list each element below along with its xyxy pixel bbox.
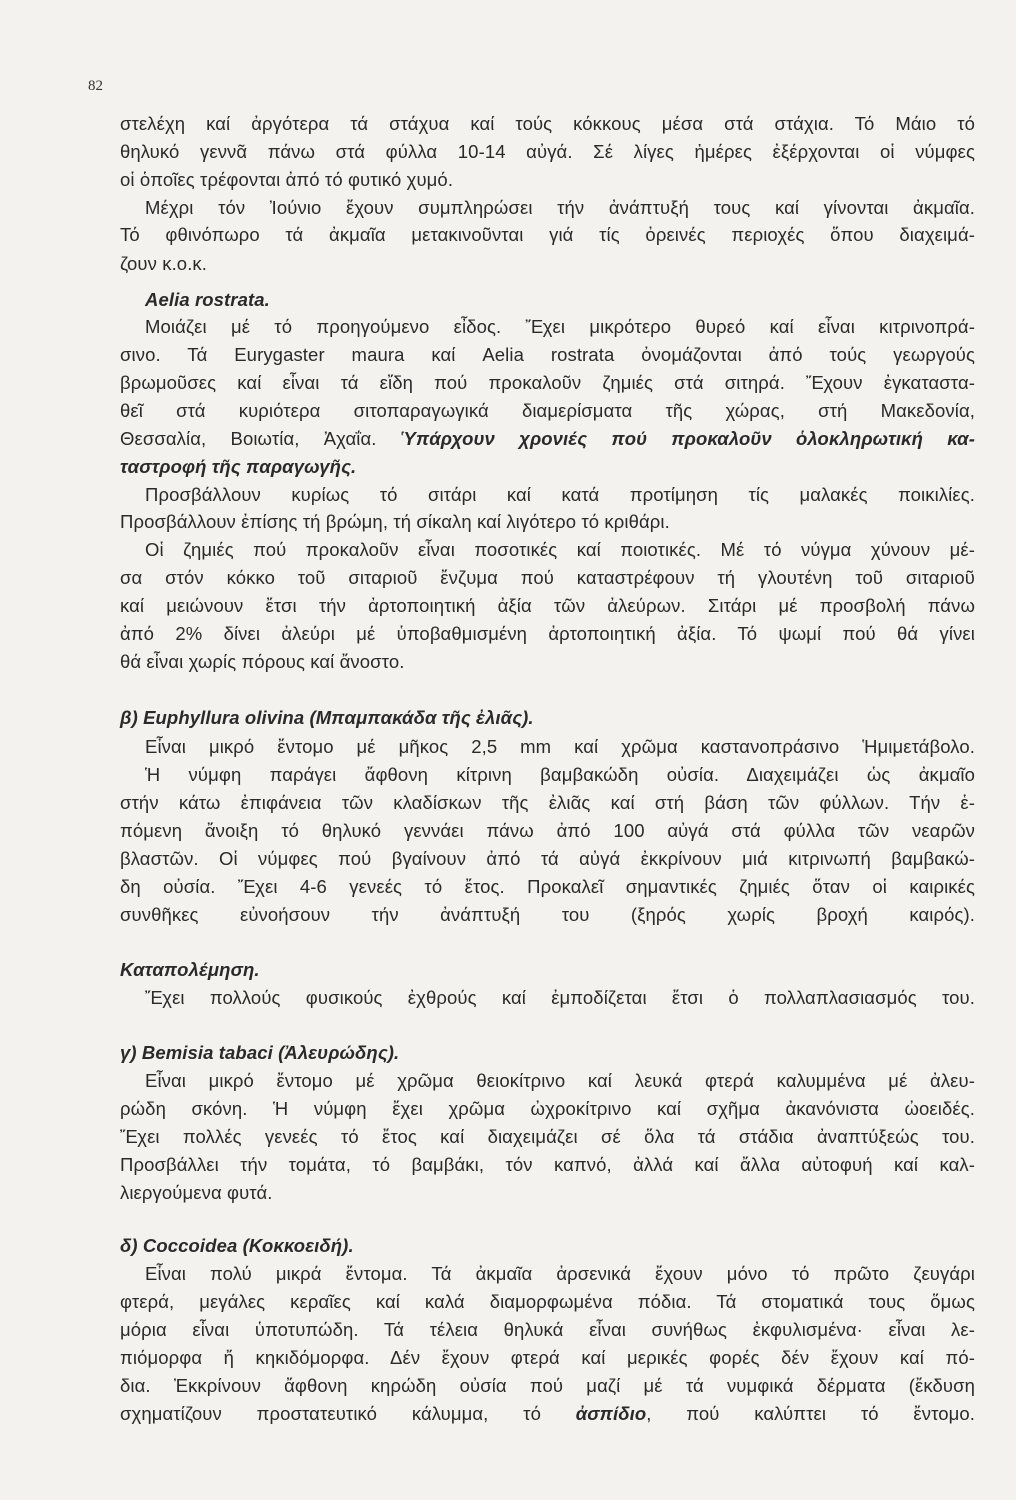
text-segment: ρώδη σκόνη. Ἡ νύμφη ἔχει χρῶμα ὠχροκίτρινο καί σχῆμα ἀκανόνιστα ὠοειδές.	[120, 1098, 975, 1119]
text-segment: Θεσσαλία, Βοιωτία, Ἀχαΐα.	[120, 428, 401, 449]
text-line	[120, 1402, 975, 1426]
text-line	[120, 510, 975, 534]
text-segment: Μοιάζει μέ τό προηγούμενο εἶδος. Ἔχει μικρότερο θυρεό καί εἶναι κιτρινοπρά-	[145, 316, 975, 337]
text-line	[120, 427, 975, 451]
text-line	[145, 1069, 975, 1093]
text-line	[120, 455, 975, 479]
text-segment: λιεργούμενα φυτά.	[120, 1182, 273, 1203]
text-line	[120, 1290, 975, 1314]
text-segment: , πού καλύπτει τό ἔντομο.	[646, 1403, 975, 1424]
emphasized-text: Ὑπάρχουν χρονιές πού προκαλοῦν ὁλοκληρωτική κα-	[400, 428, 975, 449]
text-segment: δια. Ἐκκρίνουν ἄφθονη κηρώδη οὐσία πού μαζί μέ τά νυμφικά δέρματα (ἔκδυση	[120, 1375, 975, 1396]
text-segment: δη οὐσία. Ἔχει 4-6 γενεές τό ἔτος. Προκαλεῖ σημαντικές ζημιές ὅταν οἱ καιρικές	[120, 876, 975, 897]
text-segment: ζουν κ.ο.κ.	[120, 253, 208, 274]
text-segment: σχηματίζουν προστατευτικό κάλυμμα, τό	[120, 1403, 576, 1424]
text-line	[145, 196, 975, 220]
text-line	[120, 1346, 975, 1370]
text-segment: θά εἶναι χωρίς πόρους καί ἄνοστο.	[120, 651, 405, 672]
emphasized-text: ἀσπίδιο	[575, 1403, 647, 1424]
text-segment: οἱ ὁποῖες τρέφονται ἀπό τό φυτικό χυμό.	[120, 169, 454, 190]
section-heading	[120, 1041, 975, 1065]
text-segment: στελέχη καί ἀργότερα τά στάχυα καί τούς κόκκους μέσα στά στάχια. Τό Μάιο τό	[120, 113, 975, 134]
text-segment: θεῖ στά κυριότερα σιτοπαραγωγικά διαμερίσματα τῆς χώρας, στή Μακεδονία,	[120, 400, 975, 421]
text-line	[120, 791, 975, 815]
text-segment: Ἡ νύμφη παράγει ἄφθονη κίτρινη βαμβακώδη οὐσία. Διαχειμάζει ὡς ἀκμαῖο	[145, 764, 975, 785]
text-line	[120, 1097, 975, 1121]
text-segment: Προσβάλλει τήν τομάτα, τό βαμβάκι, τόν καπνό, ἀλλά καί ἄλλα αὐτοφυή καί καλ-	[120, 1154, 975, 1175]
text-segment: καί μειώνουν ἔτσι τήν ἀρτοποιητική ἀξία τῶν ἀλεύρων. Σιτάρι μέ προσβολή πάνω	[120, 595, 975, 616]
section-heading	[120, 1234, 975, 1258]
text-line	[120, 371, 975, 395]
text-segment: Εἶναι πολύ μικρά ἔντομα. Τά ἀκμαῖα ἀρσενικά ἔχουν μόνο τό πρῶτο ζευγάρι	[145, 1263, 975, 1284]
text-segment: Οἱ ζημιές πού προκαλοῦν εἶναι ποσοτικές καί ποιοτικές. Μέ τό νύγμα χύνουν μέ-	[145, 539, 975, 560]
text-segment: φτερά, μεγάλες κεραῖες καί καλά διαμορφωμένα πόδια. Τά στοματικά τους ὅμως	[120, 1291, 975, 1312]
text-line	[120, 875, 975, 899]
text-line	[145, 483, 975, 507]
text-line	[120, 112, 975, 136]
text-segment: σα στόν κόκκο τοῦ σιταριοῦ ἔνζυμα πού καταστρέφουν τή γλουτένη τοῦ σιταριοῦ	[120, 567, 975, 588]
text-segment: Προσβάλλουν κυρίως τό σιτάρι καί κατά προτίμηση τίς μαλακές ποικιλίες.	[145, 484, 975, 505]
text-segment: βλαστῶν. Οἱ νύμφες πού βγαίνουν ἀπό τά αὐγά ἐκκρίνουν μιά κιτρινωπή βαμβακώ-	[120, 848, 975, 869]
text-segment: Aelia rostrata.	[145, 289, 270, 310]
text-line	[120, 223, 975, 247]
text-line	[120, 252, 975, 276]
text-line	[120, 140, 975, 164]
text-line	[120, 399, 975, 423]
text-line	[120, 819, 975, 843]
text-segment: Ἔχει πολλές γενεές τό ἔτος καί διαχειμάζει σέ ὅλα τά στάδια ἀναπτύξεώς του.	[120, 1126, 975, 1147]
text-line	[120, 847, 975, 871]
text-line	[120, 168, 975, 192]
text-segment: συνθῆκες εὐνοήσουν τήν ἀνάπτυξή του (ξηρός χωρίς βροχή καιρός).	[120, 904, 975, 925]
text-segment: β) Euphyllura olivina (Μπαμπακάδα τῆς ἐλιᾶς).	[120, 707, 534, 728]
emphasized-text: ταστροφή τῆς παραγωγῆς.	[120, 456, 357, 477]
text-line	[145, 315, 975, 339]
text-segment: μόρια εἶναι ὑποτυπώδη. Τά τέλεια θηλυκά εἶναι συνήθως ἐκφυλισμένα· εἶναι λε-	[120, 1319, 975, 1340]
text-line	[120, 343, 975, 367]
text-segment: ἀπό 2% δίνει ἀλεύρι μέ ὑποβαθμισμένη ἀρτοποιητική ἀξία. Τό ψωμί πού θά γίνει	[120, 623, 975, 644]
text-segment: πόμενη ἄνοιξη τό θηλυκό γεννάει πάνω ἀπό 100 αὐγά στά φύλλα τῶν νεαρῶν	[120, 820, 975, 841]
text-line	[120, 1125, 975, 1149]
text-line	[145, 1262, 975, 1286]
section-heading	[120, 958, 975, 982]
text-line	[145, 763, 975, 787]
text-line	[120, 622, 975, 646]
text-segment: γ) Bemisia tabaci (Ἀλευρώδης).	[120, 1042, 400, 1063]
text-line	[120, 903, 975, 927]
text-segment: Τό φθινόπωρο τά ἀκμαῖα μετακινοῦνται γιά τίς ὀρεινές περιοχές ὅπου διαχειμά-	[120, 224, 975, 245]
text-segment: Προσβάλλουν ἐπίσης τή βρώμη, τή σίκαλη καί λιγότερο τό κριθάρι.	[120, 511, 670, 532]
text-line	[120, 566, 975, 590]
text-line	[120, 1153, 975, 1177]
text-segment: πιόμορφα ἤ κηκιδόμορφα. Δέν ἔχουν φτερά καί μερικές φορές δέν ἔχουν καί πό-	[120, 1347, 975, 1368]
text-line	[145, 735, 975, 759]
text-segment: σινο. Τά Eurygaster maura καί Aelia rostrata ὀνομάζονται ἀπό τούς γεωργούς	[120, 344, 975, 365]
text-segment: βρωμοῦσες καί εἶναι τά εἴδη πού προκαλοῦν ζημιές στά σιτηρά. Ἔχουν ἐγκαταστα-	[120, 372, 975, 393]
text-segment: Καταπολέμηση.	[120, 959, 260, 980]
text-line	[120, 594, 975, 618]
text-line	[120, 1181, 975, 1205]
text-line	[120, 1318, 975, 1342]
text-line	[120, 1374, 975, 1398]
text-line	[145, 986, 975, 1010]
text-segment: Ἔχει πολλούς φυσικούς ἐχθρούς καί ἐμποδίζεται ἔτσι ὁ πολλαπλασιασμός του.	[145, 987, 975, 1008]
text-segment: θηλυκό γεννᾶ πάνω στά φύλλα 10-14 αὐγά. Σέ λίγες ἡμέρες ἐξέρχονται οἱ νύμφες	[120, 141, 975, 162]
text-line	[120, 650, 975, 674]
text-segment: δ) Coccoidea (Κοκκοειδή).	[120, 1235, 354, 1256]
text-segment: Εἶναι μικρό ἔντομο μέ μῆκος 2,5 mm καί χρῶμα καστανοπράσινο Ἡμιμετάβολο.	[145, 736, 975, 757]
text-line	[145, 538, 975, 562]
text-segment: στήν κάτω ἐπιφάνεια τῶν κλαδίσκων τῆς ἐλιᾶς καί στή βάση τῶν φύλλων. Τήν ἑ-	[120, 792, 975, 813]
section-heading	[120, 706, 975, 730]
section-heading	[145, 288, 975, 312]
page-number: 82	[88, 78, 103, 94]
text-segment: Μέχρι τόν Ἰούνιο ἔχουν συμπληρώσει τήν ἀνάπτυξή τους καί γίνονται ἀκμαῖα.	[145, 197, 975, 218]
text-segment: Εἶναι μικρό ἔντομο μέ χρῶμα θειοκίτρινο καί λευκά φτερά καλυμμένα μέ ἀλευ-	[145, 1070, 975, 1091]
